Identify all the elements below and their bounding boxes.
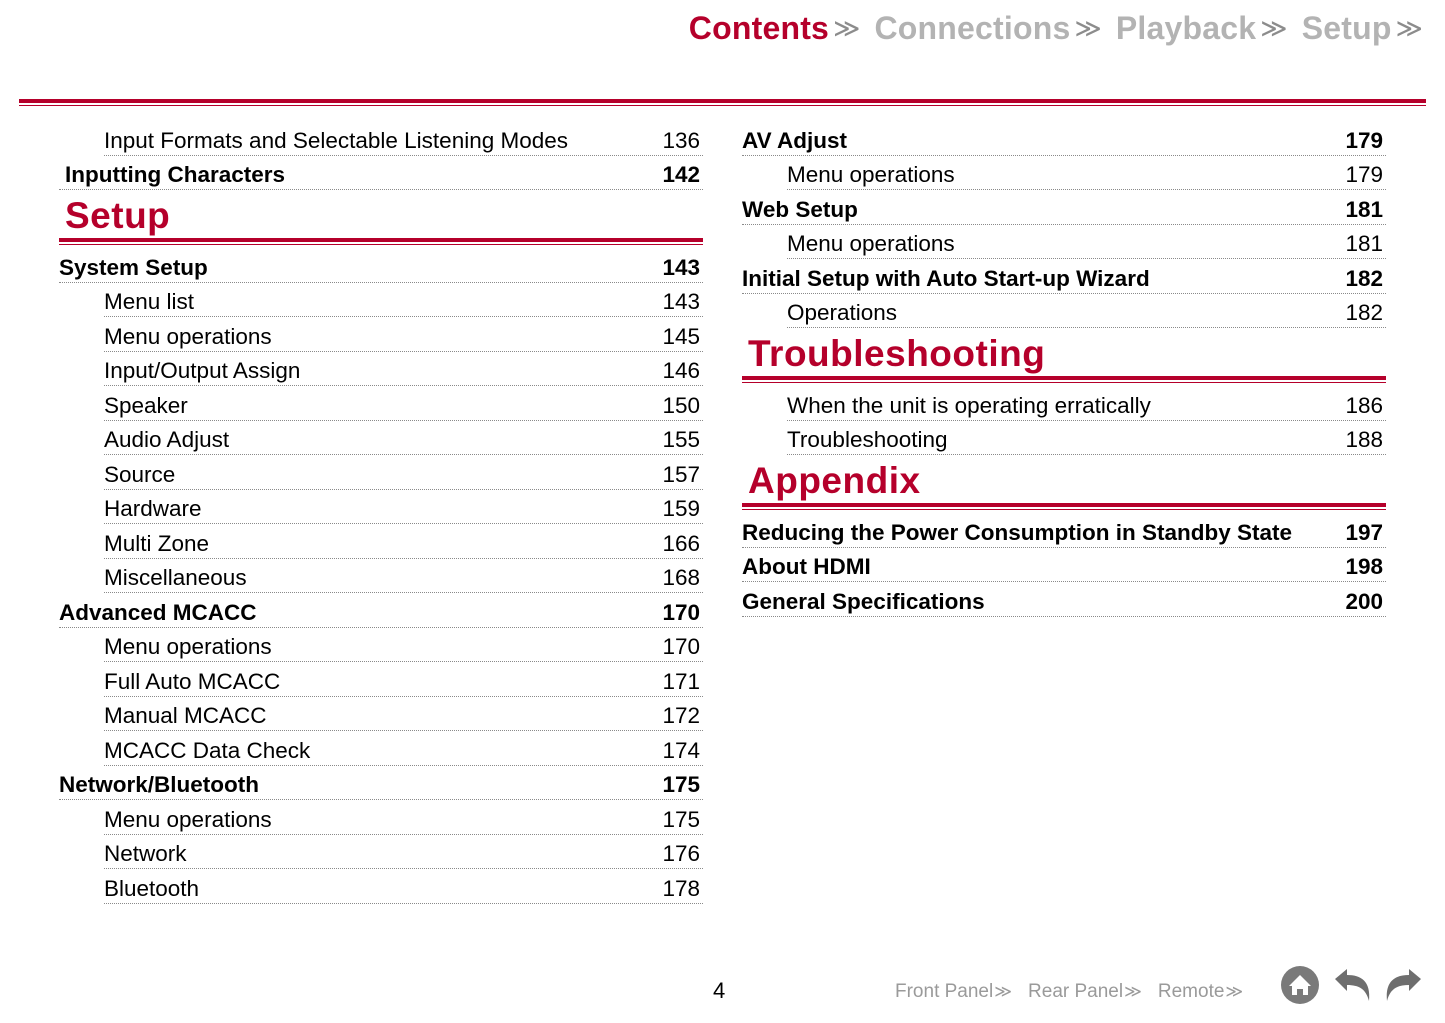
- toc-entry-page: 155: [662, 427, 700, 452]
- toc-entry-title: Full Auto MCACC: [104, 668, 281, 694]
- tab-setup-label: Setup: [1301, 10, 1392, 46]
- toc-entry-page: 182: [1345, 300, 1383, 325]
- toc-entry-title: Manual MCACC: [104, 703, 267, 728]
- toc-entry-title: Inputting Characters: [65, 162, 286, 187]
- toc-entry[interactable]: [742, 121, 1386, 156]
- toc-entry-page: 198: [1345, 554, 1383, 579]
- toc-right-column: [742, 121, 1386, 617]
- page-number: 4: [713, 978, 726, 1003]
- toc-entry[interactable]: [742, 386, 1386, 421]
- section-divider-thin: [742, 509, 1386, 510]
- section-heading-appendix: [742, 455, 1386, 507]
- toc-entry-title: Input/Output Assign: [104, 358, 301, 383]
- back-arrow-icon: [1333, 967, 1375, 1003]
- toc-entry-title: When the unit is operating erratically: [787, 392, 1151, 418]
- toc-entry-page: 178: [662, 875, 700, 901]
- toc-entry-title: Menu operations: [787, 162, 955, 187]
- toc-entry[interactable]: [59, 490, 703, 525]
- toc-entry-title: Speaker: [104, 392, 188, 418]
- double-chevron-icon: ≫: [833, 13, 861, 43]
- toc-entry-title: AV Adjust: [742, 127, 847, 153]
- toc-entry-title: Network/Bluetooth: [59, 772, 259, 797]
- toc-entry[interactable]: [59, 628, 703, 663]
- toc-entry[interactable]: [59, 421, 703, 456]
- toc-entry-page: 170: [662, 599, 700, 625]
- toc-entry-title: Operations: [787, 300, 898, 325]
- toc-entry[interactable]: [742, 259, 1386, 294]
- toc-entry-page: 179: [1345, 162, 1383, 187]
- front-panel-label: Front Panel: [895, 981, 994, 1002]
- toc-entry-page: 143: [662, 289, 700, 314]
- section-title: Appendix: [748, 460, 921, 501]
- double-chevron-icon: ≫: [1395, 13, 1423, 43]
- toc-entry-title: General Specifications: [742, 588, 985, 614]
- toc-entry[interactable]: [59, 248, 703, 283]
- toc-entry-page: 157: [662, 461, 700, 487]
- toc-entry-page: 159: [662, 496, 700, 521]
- toc-entry-title: Troubleshooting: [787, 427, 948, 452]
- double-chevron-icon: ≫: [1225, 982, 1244, 1001]
- toc-entry[interactable]: [59, 835, 703, 870]
- toc-entry-page: 146: [662, 358, 700, 383]
- toc-entry[interactable]: [59, 455, 703, 490]
- section-divider-thin: [59, 244, 703, 245]
- toc-entry[interactable]: [742, 582, 1386, 617]
- section-heading-troubleshooting: [742, 328, 1386, 380]
- toc-entry-page: 143: [662, 254, 700, 280]
- top-navigation: [689, 10, 1423, 47]
- toc-entry-title: Menu operations: [787, 231, 955, 256]
- section-heading-setup: [59, 190, 703, 242]
- toc-entry-page: 186: [1345, 392, 1383, 418]
- toc-entry-page: 182: [1345, 265, 1383, 291]
- toc-entry-page: 175: [662, 772, 700, 797]
- toc-entry[interactable]: [59, 121, 703, 156]
- toc-entry-title: System Setup: [59, 254, 208, 280]
- toc-entry-title: Network: [104, 841, 187, 866]
- tab-contents[interactable]: [689, 10, 861, 47]
- toc-entry-title: MCACC Data Check: [104, 737, 311, 763]
- section-title: Troubleshooting: [748, 333, 1046, 374]
- toc-entry-title: Web Setup: [742, 196, 858, 222]
- toc-entry[interactable]: [59, 352, 703, 387]
- toc-entry-title: Advanced MCACC: [59, 599, 257, 625]
- toc-entry[interactable]: [59, 731, 703, 766]
- toc-entry-page: 168: [662, 565, 700, 590]
- tab-setup[interactable]: [1302, 10, 1423, 47]
- toc-entry[interactable]: [742, 513, 1386, 548]
- toc-entry-title: Bluetooth: [104, 875, 200, 901]
- toc-entry-title: Hardware: [104, 496, 202, 521]
- toc-entry-page: 170: [662, 634, 700, 659]
- back-button[interactable]: [1333, 967, 1375, 1003]
- rear-panel-label: Rear Panel: [1028, 981, 1124, 1002]
- toc-entry[interactable]: [59, 662, 703, 697]
- toc-entry[interactable]: [59, 386, 703, 421]
- home-button[interactable]: [1280, 965, 1320, 1005]
- toc-entry-title: Input Formats and Selectable Listening Modes: [104, 127, 569, 153]
- tab-connections[interactable]: [874, 10, 1101, 47]
- header-divider: [19, 99, 1426, 103]
- toc-entry-title: Audio Adjust: [104, 427, 230, 452]
- toc-entry[interactable]: [59, 869, 703, 904]
- toc-entry[interactable]: [742, 294, 1386, 329]
- toc-entry[interactable]: [59, 593, 703, 628]
- double-chevron-icon: ≫: [1260, 13, 1288, 43]
- section-title: Setup: [65, 195, 171, 236]
- toc-entry-title: Miscellaneous: [104, 565, 247, 590]
- toc-entry-page: 145: [662, 323, 700, 349]
- remote-label: Remote: [1157, 981, 1225, 1002]
- toc-entry[interactable]: [59, 766, 703, 801]
- toc-entry-page: 197: [1345, 519, 1383, 545]
- section-divider-thin: [742, 382, 1386, 383]
- tab-playback-label: Playback: [1115, 10, 1257, 46]
- toc-entry-title: Multi Zone: [104, 530, 210, 556]
- toc-entry-title: Source: [104, 461, 176, 487]
- front-panel-link[interactable]: [895, 981, 1012, 1003]
- toc-entry-title: Menu operations: [104, 806, 272, 832]
- toc-entry-title: Menu list: [104, 289, 195, 314]
- toc-entry-page: 166: [662, 530, 700, 556]
- forward-arrow-icon: [1381, 967, 1423, 1003]
- section-divider: [59, 238, 703, 242]
- toc-entry[interactable]: [742, 421, 1386, 456]
- toc-entry[interactable]: [59, 524, 703, 559]
- double-chevron-icon: ≫: [1124, 982, 1142, 1001]
- toc-entry-page: 181: [1345, 231, 1383, 256]
- toc-entry-page: 175: [662, 806, 700, 832]
- toc-entry-page: 171: [662, 668, 700, 694]
- tab-playback[interactable]: [1116, 10, 1288, 47]
- toc-entry-title: Menu operations: [104, 323, 272, 349]
- toc-entry-title: Initial Setup with Auto Start-up Wizard: [742, 265, 1150, 291]
- toc-entry[interactable]: [59, 800, 703, 835]
- toc-entry-title: Menu operations: [104, 634, 272, 659]
- toc-entry-page: 136: [662, 127, 700, 153]
- tab-contents-label: Contents: [688, 10, 830, 46]
- toc-entry-page: 188: [1345, 427, 1383, 452]
- header-divider-thin: [19, 105, 1426, 106]
- toc-entry-title: About HDMI: [742, 554, 871, 579]
- toc-entry[interactable]: [59, 697, 703, 732]
- remote-link[interactable]: [1158, 981, 1243, 1003]
- tab-connections-label: Connections: [874, 10, 1071, 46]
- footer-navigation: [895, 981, 1243, 1003]
- toc-left-column: [59, 121, 703, 904]
- toc-entry-page: 172: [662, 703, 700, 728]
- double-chevron-icon: ≫: [994, 982, 1013, 1001]
- toc-entry-page: 174: [662, 737, 700, 763]
- toc-entry[interactable]: [59, 156, 703, 191]
- toc-entry-page: 200: [1345, 588, 1383, 614]
- toc-entry-page: 179: [1345, 127, 1383, 153]
- toc-entry[interactable]: [742, 548, 1386, 583]
- toc-entry[interactable]: [742, 190, 1386, 225]
- toc-entry[interactable]: [59, 317, 703, 352]
- toc-entry[interactable]: [59, 283, 703, 318]
- toc-entry[interactable]: [59, 559, 703, 594]
- section-divider: [742, 503, 1386, 507]
- toc-entry[interactable]: [742, 225, 1386, 260]
- toc-entry[interactable]: [742, 156, 1386, 191]
- toc-entry-title: Reducing the Power Consumption in Standby State: [742, 519, 1293, 545]
- toc-entry-page: 176: [662, 841, 700, 866]
- rear-panel-link[interactable]: [1028, 981, 1142, 1003]
- forward-button[interactable]: [1381, 967, 1423, 1003]
- double-chevron-icon: ≫: [1074, 13, 1102, 43]
- home-icon: [1280, 965, 1320, 1005]
- toc-entry-page: 142: [662, 162, 700, 187]
- toc-entry-page: 150: [662, 392, 700, 418]
- toc-entry-page: 181: [1345, 196, 1383, 222]
- section-divider: [742, 376, 1386, 380]
